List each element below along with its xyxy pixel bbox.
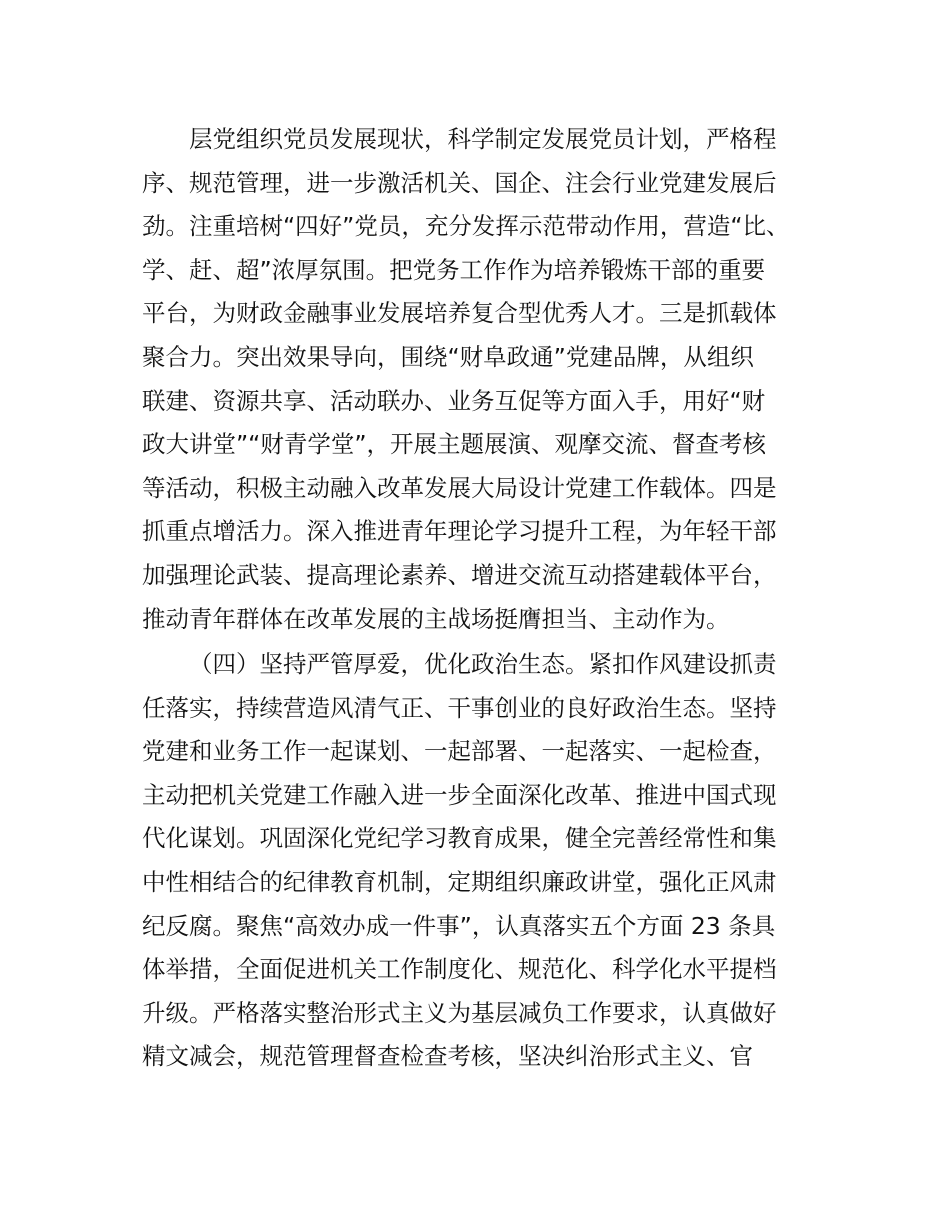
text-line: 政大讲堂”“财青学堂”，开展主题展演、观摩交流、督查考核 bbox=[142, 430, 767, 459]
text-line: 加强理论武装、提高理论素养、增进交流互动搭建载体平台， bbox=[142, 560, 777, 589]
text-line: 序、规范管理，进一步激活机关、国企、注会行业党建发展后 bbox=[142, 168, 777, 197]
text-line: 聚合力。突出效果导向，围绕“财阜政通”党建品牌，从组织 bbox=[142, 342, 754, 371]
text-line: 学、赶、超”浓厚氛围。把党务工作作为培养锻炼干部的重要 bbox=[142, 255, 766, 284]
text-line: 抓重点增活力。深入推进青年理论学习提升工程，为年轻干部 bbox=[142, 517, 777, 546]
text-line: 纪反腐。聚焦“高效办成一件事”，认真落实五个方面 23 条具 bbox=[142, 911, 776, 940]
text-line: 任落实，持续营造风清气正、干事创业的良好政治生态。坚持 bbox=[142, 693, 777, 722]
paragraph-political-ecology bbox=[142, 643, 832, 1079]
text-line: 等活动，积极主动融入改革发展大局设计党建工作载体。四是 bbox=[142, 473, 777, 502]
text-line: 升级。严格落实整治形式主义为基层减负工作要求，认真做好 bbox=[142, 998, 777, 1027]
text-line: 推动青年群体在改革发展的主战场挺膺担当、主动作为。 bbox=[142, 604, 730, 633]
text-line: 主动把机关党建工作融入进一步全面深化改革、推进中国式现 bbox=[142, 780, 777, 809]
text-line: 层党组织党员发展现状，科学制定发展党员计划，严格程 bbox=[189, 125, 777, 153]
text-line: 劲。注重培树“四好”党员，充分发挥示范带动作用，营造“比、 bbox=[142, 212, 790, 241]
paragraph-party-development bbox=[142, 118, 832, 641]
text-line: 体举措，全面促进机关工作制度化、规范化、科学化水平提档 bbox=[142, 955, 777, 984]
text-line: （四）坚持严管厚爱，优化政治生态。紧扣作风建设抓责 bbox=[189, 650, 777, 678]
text-line: 联建、资源共享、活动联办、业务互促等方面入手，用好“财 bbox=[142, 386, 766, 415]
text-line: 代化谋划。巩固深化党纪学习教育成果，健全完善经常性和集 bbox=[142, 824, 777, 853]
text-line: 精文减会，规范管理督查检查考核，坚决纠治形式主义、官 bbox=[142, 1042, 753, 1071]
text-line: 平台，为财政金融事业发展培养复合型优秀人才。三是抓载体 bbox=[142, 299, 777, 328]
text-line: 中性相结合的纪律教育机制，定期组织廉政讲堂，强化正风肃 bbox=[142, 867, 777, 896]
text-line: 党建和业务工作一起谋划、一起部署、一起落实、一起检查， bbox=[142, 737, 777, 766]
